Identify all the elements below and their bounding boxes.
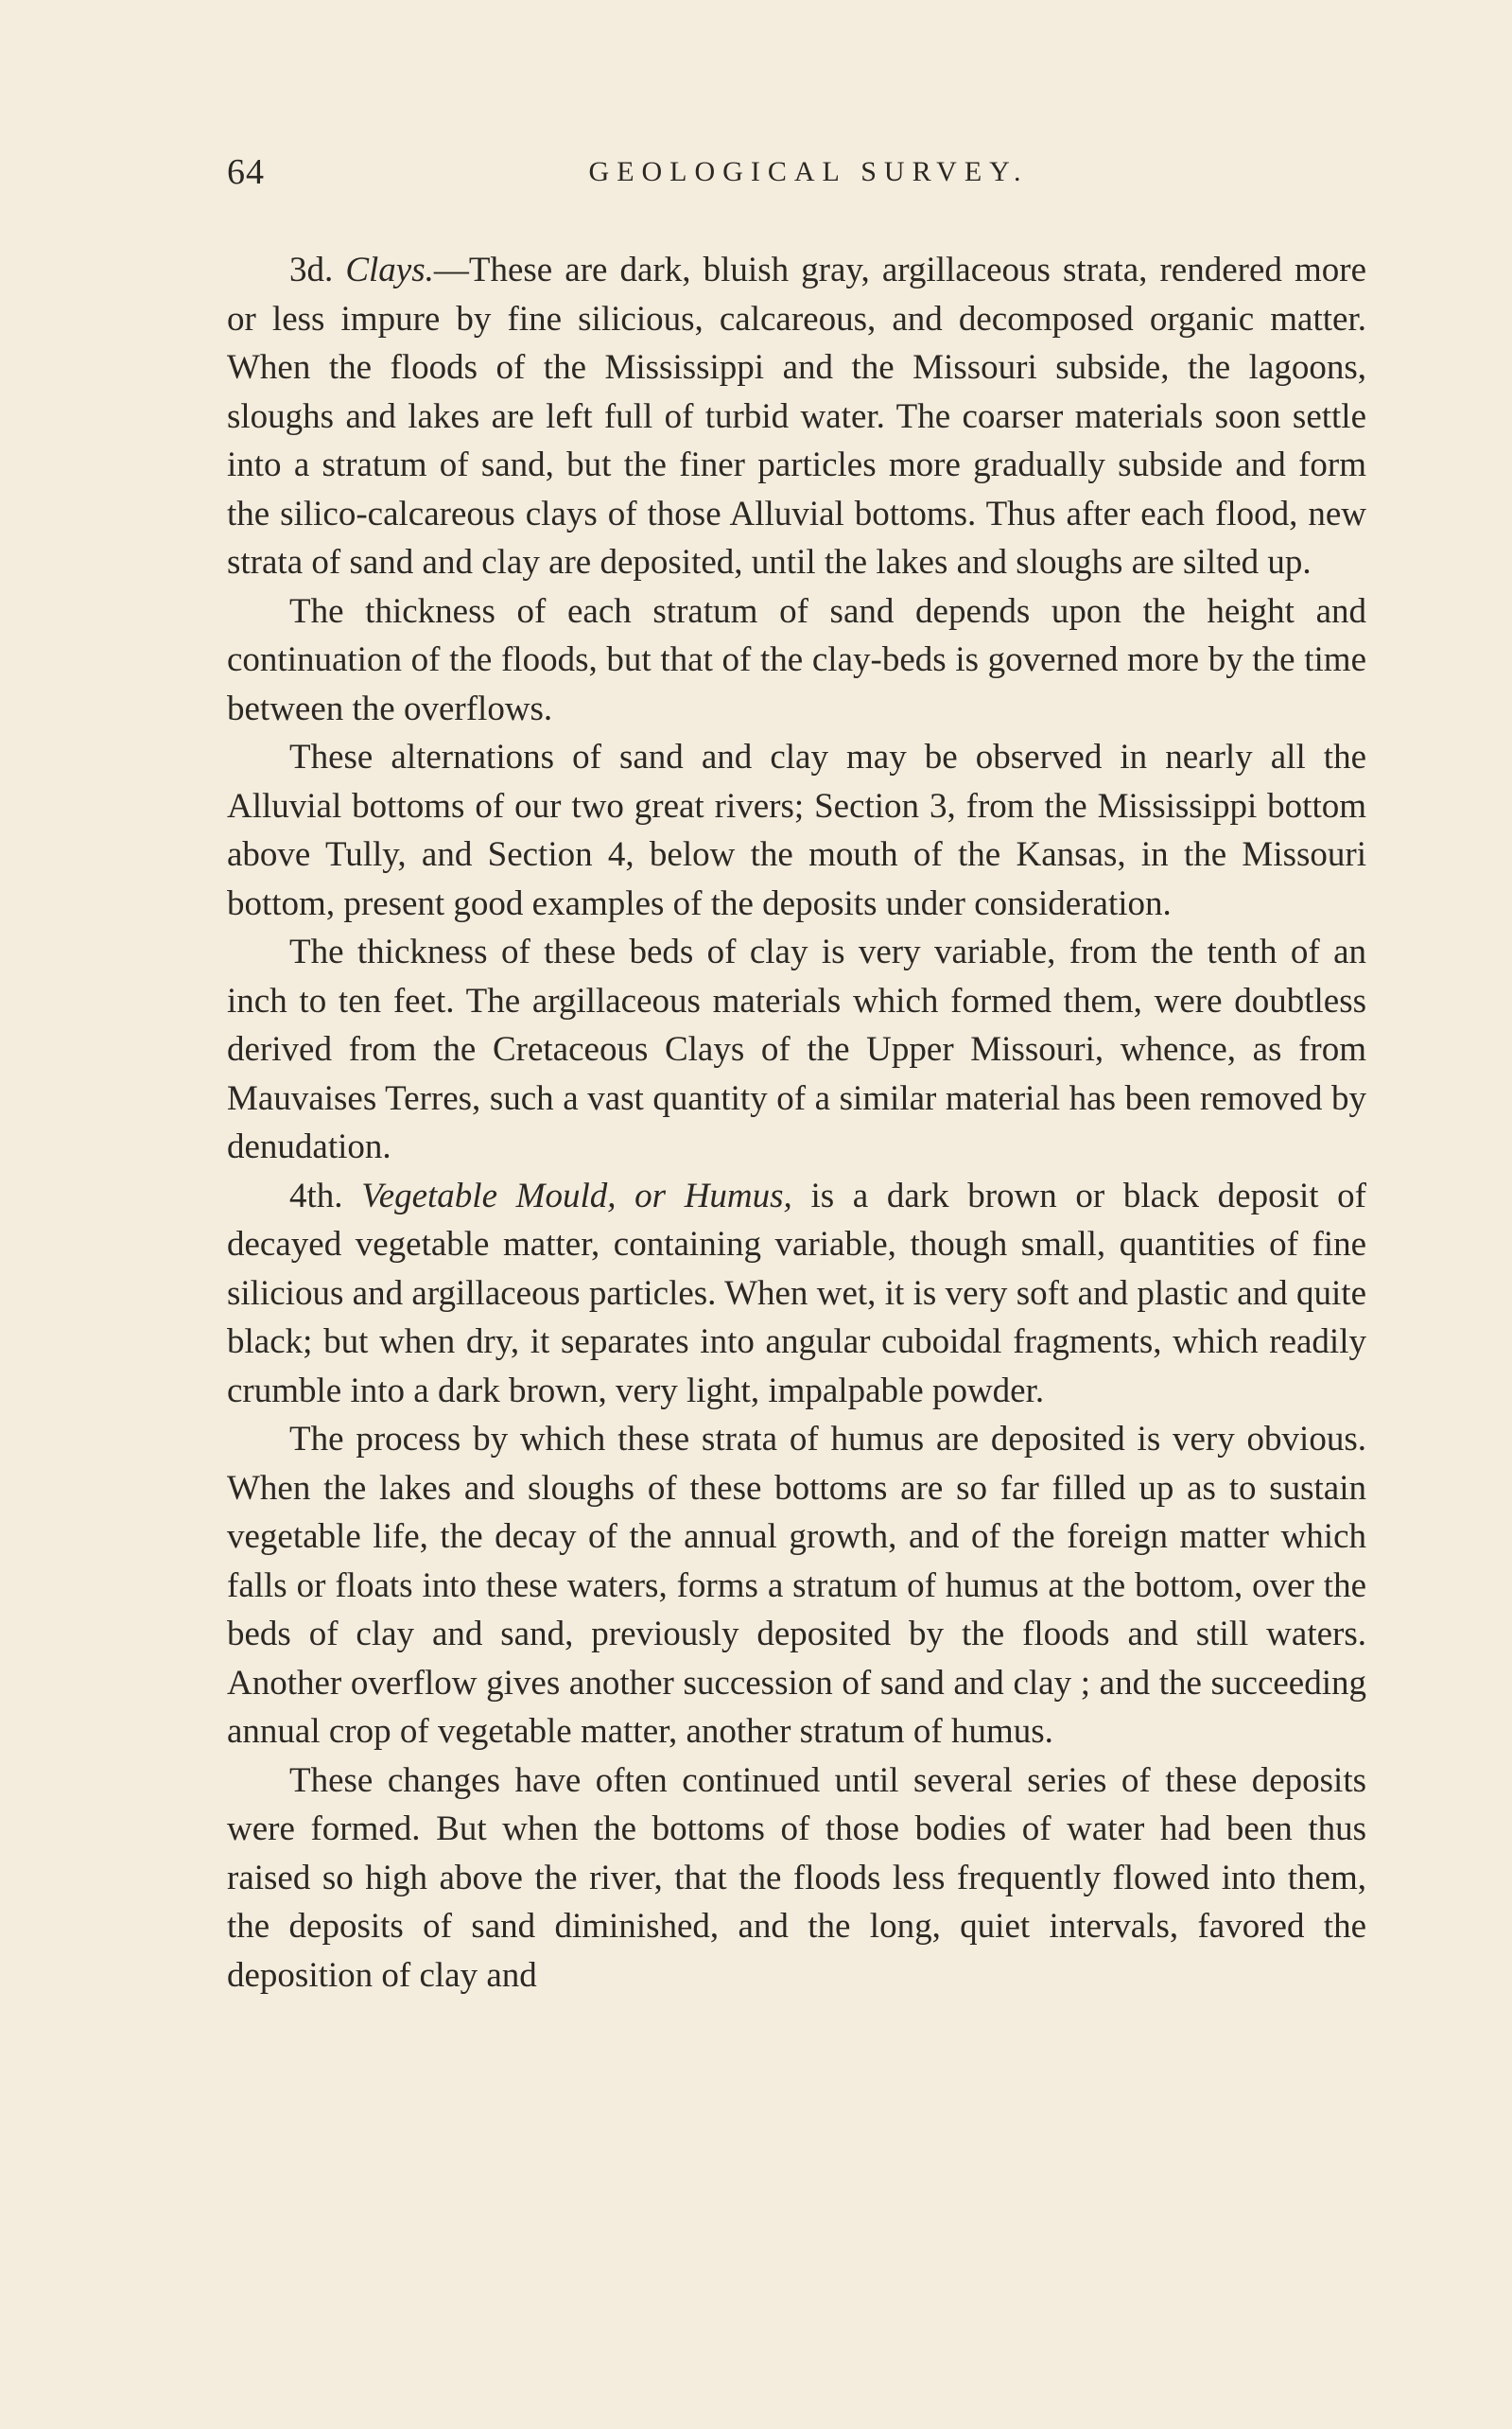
paragraph-text: —These are dark, bluish gray, argillaceous strata, rendered more or less impure by fine silicious, calcareous, and decomposed organic matter. When the floods of the Mississippi and the Missouri subside, the lagoons, sloughs and lakes are left full of turbid water. The coarser materials soon settle into a stratum of sand, but the finer particles more gradually subside and form the silico-calcareous clays of those Alluvial bottoms. Thus after each flood, new strata of sand and clay are deposited, until the lakes and sloughs are silted up. xyxy=(227,251,1366,582)
page-number: 64 xyxy=(227,152,265,192)
section-term: Clays. xyxy=(345,251,434,289)
section-number: 4th. xyxy=(289,1176,362,1215)
running-head: GEOLOGICAL SURVEY. xyxy=(588,156,1029,187)
body-text xyxy=(227,246,1366,2000)
paragraph-clays xyxy=(227,246,1366,587)
paragraph-deposit-series: These changes have often continued until several series of these deposits were formed. But when the bottoms of those bodies of water had been thus raised so high above the river, that the floods less frequently flowed into them, the deposits of sand diminished, and the long, quiet intervals, favored the deposition of clay and xyxy=(227,1760,1366,1995)
page-header xyxy=(227,144,1371,201)
paragraph-alternations: These alternations of sand and clay may be observed in nearly all the Alluvial bottoms of our two great rivers; Section 3, from the Mississippi bottom above Tully, and Section 4, below the mouth of the Kansas, in the Missouri bottom, present good examples of the deposits under consideration. xyxy=(227,738,1366,923)
paragraph-text: is a dark brown or black deposit of decayed vegetable matter, containing variable, though small, quantities of fine silicious and argillaceous particles. When wet, it is very soft and plastic and quite black; but when dry, it separates into angular cuboidal fragments, which readily crumble into a dark brown, very light, impalpable powder. xyxy=(227,1176,1366,1410)
paragraph-humus xyxy=(227,1172,1366,1416)
paragraph-stratum-thickness: The thickness of each stratum of sand depends upon the height and continuation of the floods, but that of the clay-beds is governed more by the time between the overflows. xyxy=(227,591,1366,728)
paragraph-clay-thickness: The thickness of these beds of clay is very variable, from the tenth of an inch to ten feet. The argillaceous materials which formed them, were doubtless derived from the Cretaceous Clays of the Upper Missouri, whence, as from Mauvaises Terres, such a vast quantity of a similar material has been removed by denudation. xyxy=(227,933,1366,1166)
section-term: Vegetable Mould, or Humus, xyxy=(361,1176,792,1215)
paragraph-humus-process: The process by which these strata of humus are deposited is very obvious. When the lakes and sloughs of these bottoms are so far filled up as to sustain vegetable life, the decay of the annual growth, and of the foreign matter which falls or floats into these waters, forms a stratum of humus at the bottom, over the beds of clay and sand, previously deposited by the floods and still waters. Another overflow gives another succession of sand and clay ; and the succeeding annual crop of vegetable matter, another stratum of humus. xyxy=(227,1420,1366,1751)
section-number: 3d. xyxy=(289,251,346,289)
